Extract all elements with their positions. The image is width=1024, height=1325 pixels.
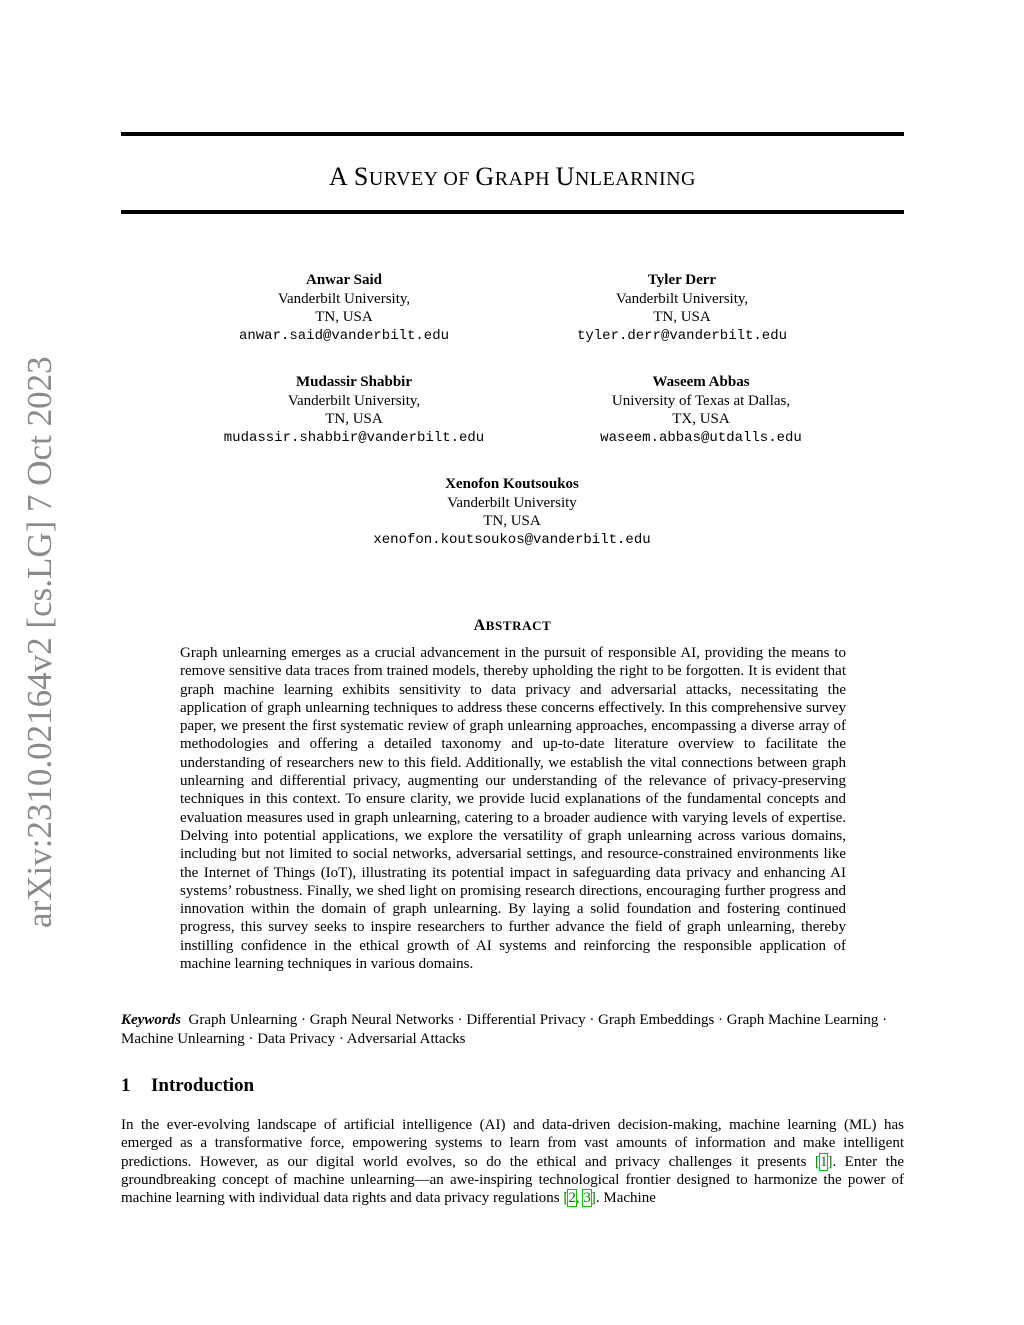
- title-part: URVEY OF: [368, 168, 476, 190]
- keywords-list: Graph Unlearning · Graph Neural Networks · Differential Privacy · Graph Embeddings · Graph Machine Learning · Machine Unlearning · Data Privacy · Adversarial Attacks: [121, 1012, 888, 1047]
- author-affiliation: Vanderbilt University,: [277, 290, 411, 307]
- keywords: [121, 1011, 904, 1048]
- abstract-heading-rest: BSTRACT: [485, 618, 552, 633]
- author-location: TN, USA: [653, 309, 711, 325]
- citation-separator: ,: [575, 1190, 584, 1207]
- section-title: Introduction: [151, 1075, 255, 1096]
- intro-text: . Machine: [595, 1190, 656, 1207]
- abstract-text: Graph unlearning emerges as a crucial advancement in the pursuit of responsible AI, providing the means to remove sensitive data traces from trained models, thereby upholding the right to be forgotten. It is evident that graph machine learning exhibits sensitivity to data privacy and adversarial attacks, necessitating the application of graph unlearning techniques to address these concerns effectively. In this comprehensive survey paper, we present the first systematic review of graph unlearning approaches, encompassing a diverse array of methodologies and offering a detailed taxonomy and up-to-date literature overview to facilitate the understanding of researchers new to this field. Additionally, we establish the vital connections between graph unlearning and differential privacy, augmenting our understanding of the relevance of privacy-preserving techniques in this context. To ensure clarity, we provide lucid explanations of the fundamental concepts and evaluation measures used in graph unlearning, catering to a broader audience with varying levels of expertise. Delving into potential applications, we explore the versatility of graph unlearning across various domains, including but not limited to social networks, adversarial settings, and resource-constrained environments like the Internet of Things (IoT), illustrating its potential impact in safeguarding data privacy and enhancing AI systems’ robustness. Finally, we shed light on promising research directions, encouraging further progress and innovation within the domain of graph unlearning. By laying a solid foundation and fostering continued progress, this survey seeks to inspire researchers to further advance the field of graph unlearning, thereby instilling confidence in the ethical growth of AI systems and reinforcing the responsible application of machine learning techniques in various domains.: [180, 645, 846, 973]
- paper-title: [121, 160, 904, 196]
- author-affiliation: University of Texas at Dallas,: [611, 392, 791, 409]
- author-email[interactable]: mudassir.shabbir@vanderbilt.edu: [223, 429, 485, 446]
- author-location: TN, USA: [325, 411, 383, 427]
- title-part: U: [555, 162, 575, 191]
- citation-bracket: ]: [590, 1190, 596, 1207]
- author-block: [552, 271, 812, 345]
- citation-link[interactable]: 1: [819, 1153, 828, 1170]
- author-affiliation: Vanderbilt University: [447, 494, 577, 511]
- author-affiliation: Vanderbilt University,: [615, 290, 749, 307]
- author-name: Waseem Abbas: [652, 374, 750, 390]
- author-email[interactable]: tyler.derr@vanderbilt.edu: [576, 327, 788, 344]
- author-name: Tyler Derr: [647, 272, 717, 288]
- author-block: [561, 373, 841, 447]
- author-name: Mudassir Shabbir: [295, 374, 412, 390]
- author-location: TN, USA: [483, 513, 541, 529]
- title-rule-bottom: [121, 210, 904, 214]
- intro-text: In the ever-evolving landscape of artificial intelligence (AI) and data-driven decision-making, machine learning (ML) has emerged as a transformative force, empowering systems to learn from vast amounts of information and make intelligent predictions. However, as our digital world evolves, so do the ethical and privacy challenges it presents: [121, 1117, 904, 1170]
- title-part: NLEARNING: [574, 168, 696, 190]
- title-part: G: [475, 162, 495, 191]
- intro-text: . Enter the groundbreaking concept of machine unlearning—an awe-inspiring technological frontier designed to harmonize the power of machine learning with individual data rights and data privacy regulations: [121, 1153, 904, 1207]
- author-email[interactable]: xenofon.koutsoukos@vanderbilt.edu: [373, 531, 651, 548]
- author-email[interactable]: waseem.abbas@utdalls.edu: [600, 429, 802, 446]
- author-block: [342, 475, 682, 549]
- keywords-label: Keywords: [121, 1012, 181, 1028]
- title-part: A S: [329, 162, 369, 191]
- author-block: [204, 373, 504, 447]
- author-affiliation: Vanderbilt University,: [287, 392, 421, 409]
- citation-bracket: [: [814, 1153, 820, 1170]
- section-number: 1: [121, 1075, 131, 1096]
- title-part: RAPH: [494, 168, 556, 190]
- author-name: Anwar Said: [306, 272, 382, 288]
- author-name: Xenofon Koutsoukos: [445, 476, 579, 492]
- citation-link[interactable]: 2: [568, 1190, 576, 1207]
- section-heading: [121, 1075, 254, 1097]
- intro-paragraph: [121, 1116, 904, 1207]
- abstract-heading: [121, 617, 904, 635]
- author-email[interactable]: anwar.said@vanderbilt.edu: [238, 327, 450, 344]
- abstract-heading-initial: A: [473, 617, 486, 634]
- author-block: [214, 271, 474, 345]
- arxiv-stamp: arXiv:2310.02164v2 [cs.LG] 7 Oct 2023: [20, 356, 59, 928]
- author-location: TN, USA: [315, 309, 373, 325]
- citation-bracket: [: [563, 1190, 569, 1207]
- title-rule-top: [121, 132, 904, 136]
- author-location: TX, USA: [672, 411, 730, 427]
- citation-link[interactable]: 3: [583, 1190, 591, 1207]
- citation-bracket: ]: [827, 1153, 833, 1170]
